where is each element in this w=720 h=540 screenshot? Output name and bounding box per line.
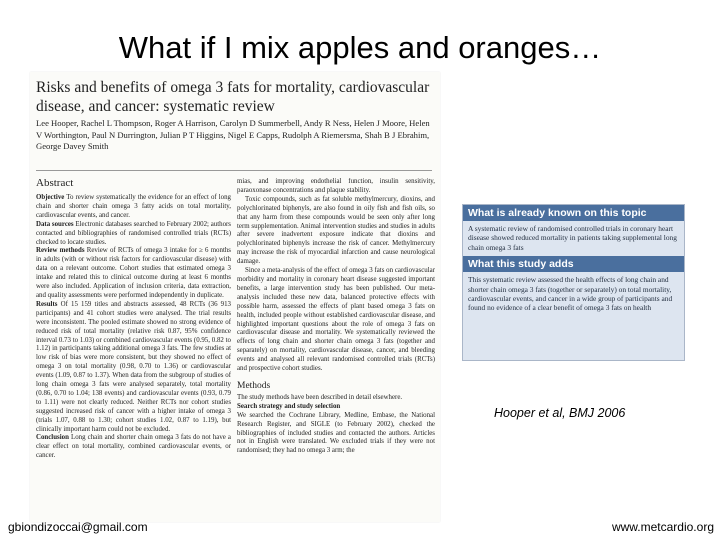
paper-divider	[36, 170, 432, 171]
summary-box-image	[462, 204, 685, 361]
data-sources-text: Electronic databases searched to February 2002; authors contacted and bibliographies of randomised controlled trials (RCTs) checked to locate studies.	[36, 220, 231, 246]
body-paragraph-2: Toxic compounds, such as fat soluble methylmercury, dioxins, and polychlorinated biphenyls, are also found in oily fish and fish oils, so that any harm from these compounds would be seen only after long term supplementation. Animal intervention studies and studies in adults after severe inadvertent exposure indicate that dioxins and polychlorinated biphenyls increase the risk of cancer. Methylmercury may increase the risk of myocardial infarction and cause neurological damage.	[237, 195, 435, 266]
abstract-column	[36, 176, 231, 522]
methods-text: The study methods have been described in detail elsewhere.	[237, 393, 403, 401]
abstract-heading: Abstract	[36, 177, 74, 189]
known-heading: What is already known on this topic	[463, 205, 684, 221]
conclusion-label: Conclusion	[36, 434, 69, 442]
slide-title: What if I mix apples and oranges…	[118, 30, 602, 65]
adds-text: This systematic review assessed the health effects of long chain and shorter chain omega 3 fats (together or separately) on total mortality, cardiovascular events, and cancer in a wide group of participants and found no evidence of a clear benefit of omega 3 fats on health	[468, 275, 673, 313]
paper-authors: Lee Hooper, Rachel L Thompson, Roger A Harrison, Carolyn D Summerbell, Andy R Ness, Helen J Moore, Helen V Worthington, Paul N Durrington, Julian P T Higgins, Nigel E Capps, Rudolph A Riemersma, Shah B J Ebrahim, George Davey Smith	[36, 118, 430, 151]
data-sources-label: Data sources	[36, 220, 74, 228]
results-text: Of 15 159 titles and abstracts assessed, 48 RCTs (36 913 participants) and 41 cohort studies were analysed. The trial results were inconsistent. The pooled estimate showed no strong evidence of reduced risk of total mortality (relative risk 0.87, 95% confidence interval 0.73 to 1.03) or combined cardiovascular events (0.95, 0.82 to 1.12) in participants taking additional omega 3 fats. The few studies at low risk of bias were more consistent, but they showed no effect of omega 3 on total mortality (0.98, 0.70 to 1.36) or cardiovascular events (1.09, 0.87 to 1.37). When data from the subgroup of studies of long chain omega 3 fats were analysed separately, total mortality (0.86, 0.70 to 1.04; 138 events) and cardiovascular events (0.93, 0.79 to 1.11) were not clearly reduced. Neither RCTs nor cohort studies suggested increased risk of cancer with a higher intake of omega 3 (trials 1.07, 0.88 to 1.30; cohort studies 1.02, 0.87 to 1.19), but clinically important harm could not be excluded.	[36, 300, 231, 433]
paper-page-image	[30, 72, 440, 522]
objective-text: To review systematically the evidence for an effect of long chain and shorter chain omega 3 fatty acids on total mortality, cardiovascular events, and cancer.	[36, 194, 231, 219]
footer-website: www.metcardio.org	[611, 520, 714, 534]
adds-heading: What this study adds	[463, 256, 684, 272]
body-paragraph-1: mias, and improving endothelial function, insulin sensitivity, paraoxonase concentrations and plaque stability.	[237, 178, 435, 194]
review-methods-label: Review methods	[36, 247, 85, 255]
conclusion-text: Long chain and shorter chain omega 3 fats do not have a clear effect on total mortality, combined cardiovascular events, or cancer.	[36, 434, 231, 460]
methods-heading: Methods	[237, 380, 271, 391]
paper-title: Risks and benefits of omega 3 fats for mortality, cardiovascular disease, and cancer: systematic review	[36, 79, 430, 115]
body-paragraph-3: Since a meta-analysis of the effect of omega 3 fats on cardiovascular morbidity and mortality in coronary heart disease suggested important benefits, a large intervention study has been published. Our meta-analysis included these new data, balanced protective effects with possible harm, assessed the effects of plant based omega 3 fats on health, included people without established cardiovascular disease, and highlighted important questions about the role of omega 3 fats on cardiovascular disease and mortality. We systematically reviewed the effects of long chain and shorter chain omega 3 fats (together and separately) on mortality, cardiovascular disease, cancer, and bleeding events and analysed all relevant randomised controlled trials (RCTs) and prospective cohort studies.	[237, 267, 435, 373]
footer-email: gbiondizoccai@gmail.com	[8, 520, 148, 534]
body-column	[237, 178, 435, 522]
results-label: Results	[36, 300, 58, 308]
citation: Hooper et al, BMJ 2006	[494, 406, 626, 420]
search-strategy-text: We searched the Cochrane Library, Medline, Embase, the National Research Register, and SIGLE (to February 2002), checked the bibliographies of included studies and contacted the authors. Articles not in English were translated. We excluded trials if they were not randomised; they had no omega 3 arm; the	[237, 411, 435, 455]
objective-label: Objective	[36, 194, 65, 201]
known-text: A systematic review of randomised controlled trials in coronary heart disease showed reduced mortality in patients taking supplemental long chain omega 3 fats	[468, 224, 677, 252]
review-methods-text: Review of RCTs of omega 3 intake for ≥ 6 months in adults (with or without risk factors for cardiovascular disease) with data on a relevant outcome. Cohort studies that estimated omega 3 intake and related this to clinical outcome during at least 6 months were also included. Application of inclusion criteria, data extraction, and quality assessments were performed independently in duplicate.	[36, 247, 231, 299]
search-strategy-heading: Search strategy and study selection	[237, 402, 341, 410]
